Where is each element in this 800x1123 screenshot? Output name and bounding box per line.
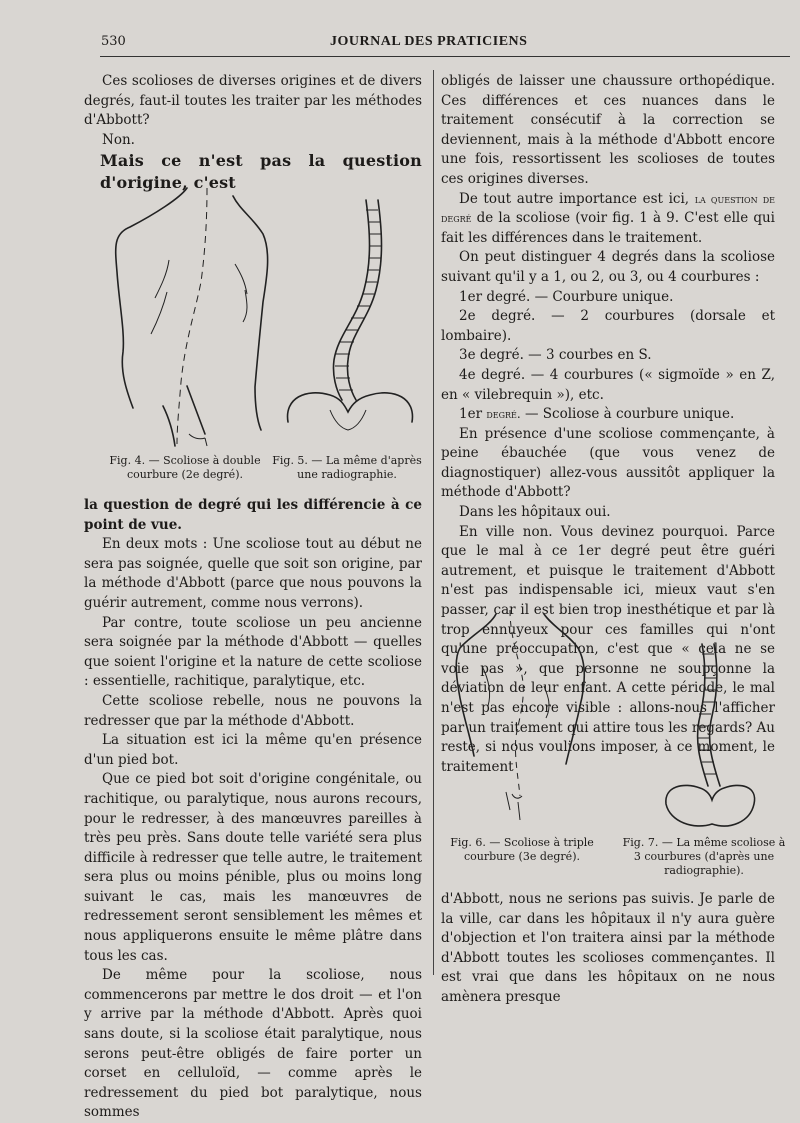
smallcaps-text: degré. xyxy=(486,407,521,422)
column-divider xyxy=(433,70,434,975)
figure-5-caption xyxy=(272,454,422,482)
scoliosis-back-illustration xyxy=(95,182,275,454)
paragraph: Non. xyxy=(102,131,135,148)
text: 1er xyxy=(459,406,483,423)
figure-4-caption xyxy=(104,454,266,482)
paragraph: En présence d'une scoliose commençante, à peine ébauchée (que vous venez de diagnostiquer) allez-vous aussitôt appliquer la méthode d'Abbott? xyxy=(441,425,775,501)
page-number: 530 xyxy=(101,34,126,49)
figure-4-back xyxy=(95,182,275,454)
caption-text: Fig. 4. — Scoliose à double courbure (2e degré). xyxy=(109,454,261,481)
spine-radiograph-illustration xyxy=(278,190,423,440)
paragraph: En deux mots : Une scoliose tout au début ne sera pas soignée, quelle que soit son origine, par la méthode d'Abbott (parce que nous pouvons la guérir autrement, comme nous verrons). xyxy=(84,536,422,611)
caption-text: Fig. 6. — Scoliose à triple courbure (3e degré). xyxy=(450,836,594,863)
degree-item: 2e degré. — 2 courbures (dorsale et lombaire). xyxy=(441,308,775,344)
text: — Scoliose à courbure unique. xyxy=(524,406,735,423)
caption-text: Fig. 5. — La même d'après une radiographie. xyxy=(272,454,422,481)
paragraph: En ville non. Vous devinez pourquoi. Parce que le mal à ce 1er degré peut être guéri autrement, et puisque le traitement d'Abbott n'est pas indispensable ici, mieux vaut s'en passer, car il est bien trop inesthétique et par là trop ennuyeux pour ces familles qui n'ont qu'une préoccupation, c'est que « cela ne se voie pas », que personne ne soupçonne la déviation de leur enfant. A cette période, le mal n'est pas encore visible : allons-nous l'afficher par un traitement qui attire tous les regards? Au reste, si nous voulions imposer, à ce moment, le traitement xyxy=(441,523,775,775)
paragraph: On peut distinguer 4 degrés dans la scoliose suivant qu'il y a 1, ou 2, ou 3, ou 4 courbures : xyxy=(441,249,775,285)
figure-6-back xyxy=(448,606,598,828)
bold-statement: Mais ce n'est pas la question d'origine, c'est xyxy=(100,151,422,193)
running-header xyxy=(0,34,800,54)
left-column-bottom xyxy=(84,496,422,1123)
figure-7-caption xyxy=(618,836,790,878)
smallcaps-text: la question de degré xyxy=(441,191,775,226)
degree-item: 1er degré. — Courbure unique. xyxy=(459,288,674,305)
paragraph: De même pour la scoliose, nous commencerons par mettre le dos droit — et l'on y arrive par la méthode d'Abbott. Après quoi sans doute, si la scoliose était paralytique, nous serons peut-être obligés de faire porter un corset en celluloïd, — comme après le redressement du pied bot paralytique, nous sommes xyxy=(84,967,422,1121)
figure-7-xray xyxy=(660,636,760,832)
left-column-top xyxy=(84,72,422,194)
paragraph: La situation est ici la même qu'en présence d'un pied bot. xyxy=(84,732,422,768)
text: De tout autre importance est ici, xyxy=(459,190,690,207)
figure-6-caption xyxy=(442,836,602,864)
degree-item: 3e degré. — 3 courbes en S. xyxy=(459,347,652,364)
paragraph: Ces scolioses de diverses origines et de divers degrés, faut-il toutes les traiter par les méthodes d'Abbott? xyxy=(84,73,422,129)
degree-item: 4e degré. — 4 courbures (« sigmoïde » en Z, en « vilebrequin »), etc. xyxy=(441,366,775,403)
right-column-bottom xyxy=(441,890,775,1008)
scoliosis-back-illustration xyxy=(448,606,598,828)
paragraph: Par contre, toute scoliose un peu ancienne sera soignée par la méthode d'Abbott — quelles que soient l'origine et la nature de cette scoliose : essentielle, rachitique, paralytique, etc. xyxy=(84,614,422,690)
header-rule xyxy=(100,56,790,57)
paragraph xyxy=(441,190,775,249)
paragraph: Que ce pied bot soit d'origine congénitale, ou rachitique, ou paralytique, nous aurons recours, pour le redresser, à des manœuvres pareilles à très peu près. Sans doute telle variété sera plus difficile à redresser que telle autre, le traitement sera plus ou moins pénible, plus ou moins long suivant le cas, mais les manœuvres de redressement seront sensiblement les mêmes et nous appliquerons ensuite le même plâtre dans tous les cas. xyxy=(84,771,422,964)
text: de la scoliose (voir fig. 1 à 9. C'est elle qui fait les différences dans le traitement. xyxy=(441,210,775,246)
paragraph: la question de degré qui les différencie à ce point de vue. xyxy=(84,497,422,533)
spine-radiograph-illustration xyxy=(660,636,760,832)
paragraph: obligés de laisser une chaussure orthopédique. Ces différences et ces nuances dans le traitement consécutif à la correction se deviennent, mais à la méthode d'Abbott encore une fois, ressortissent les scolioses de toutes ces origines diverses. xyxy=(441,73,775,187)
figure-5-xray xyxy=(278,190,423,440)
section-heading xyxy=(441,405,775,425)
paragraph: d'Abbott, nous ne serions pas suivis. Je parle de la ville, car dans les hôpitaux il n'y aura guère d'objection et l'on traitera ainsi par la méthode d'Abbott toutes les scolioses commençantes. Il est vrai que dans les hôpitaux on ne nous amènera presque xyxy=(441,891,775,1005)
paragraph: Cette scoliose rebelle, nous ne pouvons la redresser que par la méthode d'Abbott. xyxy=(84,692,422,729)
journal-title: JOURNAL DES PRATICIENS xyxy=(330,34,528,49)
paragraph: Dans les hôpitaux oui. xyxy=(459,504,611,521)
caption-text: Fig. 7. — La même scoliose à 3 courbures (d'après une radiographie). xyxy=(622,836,786,877)
